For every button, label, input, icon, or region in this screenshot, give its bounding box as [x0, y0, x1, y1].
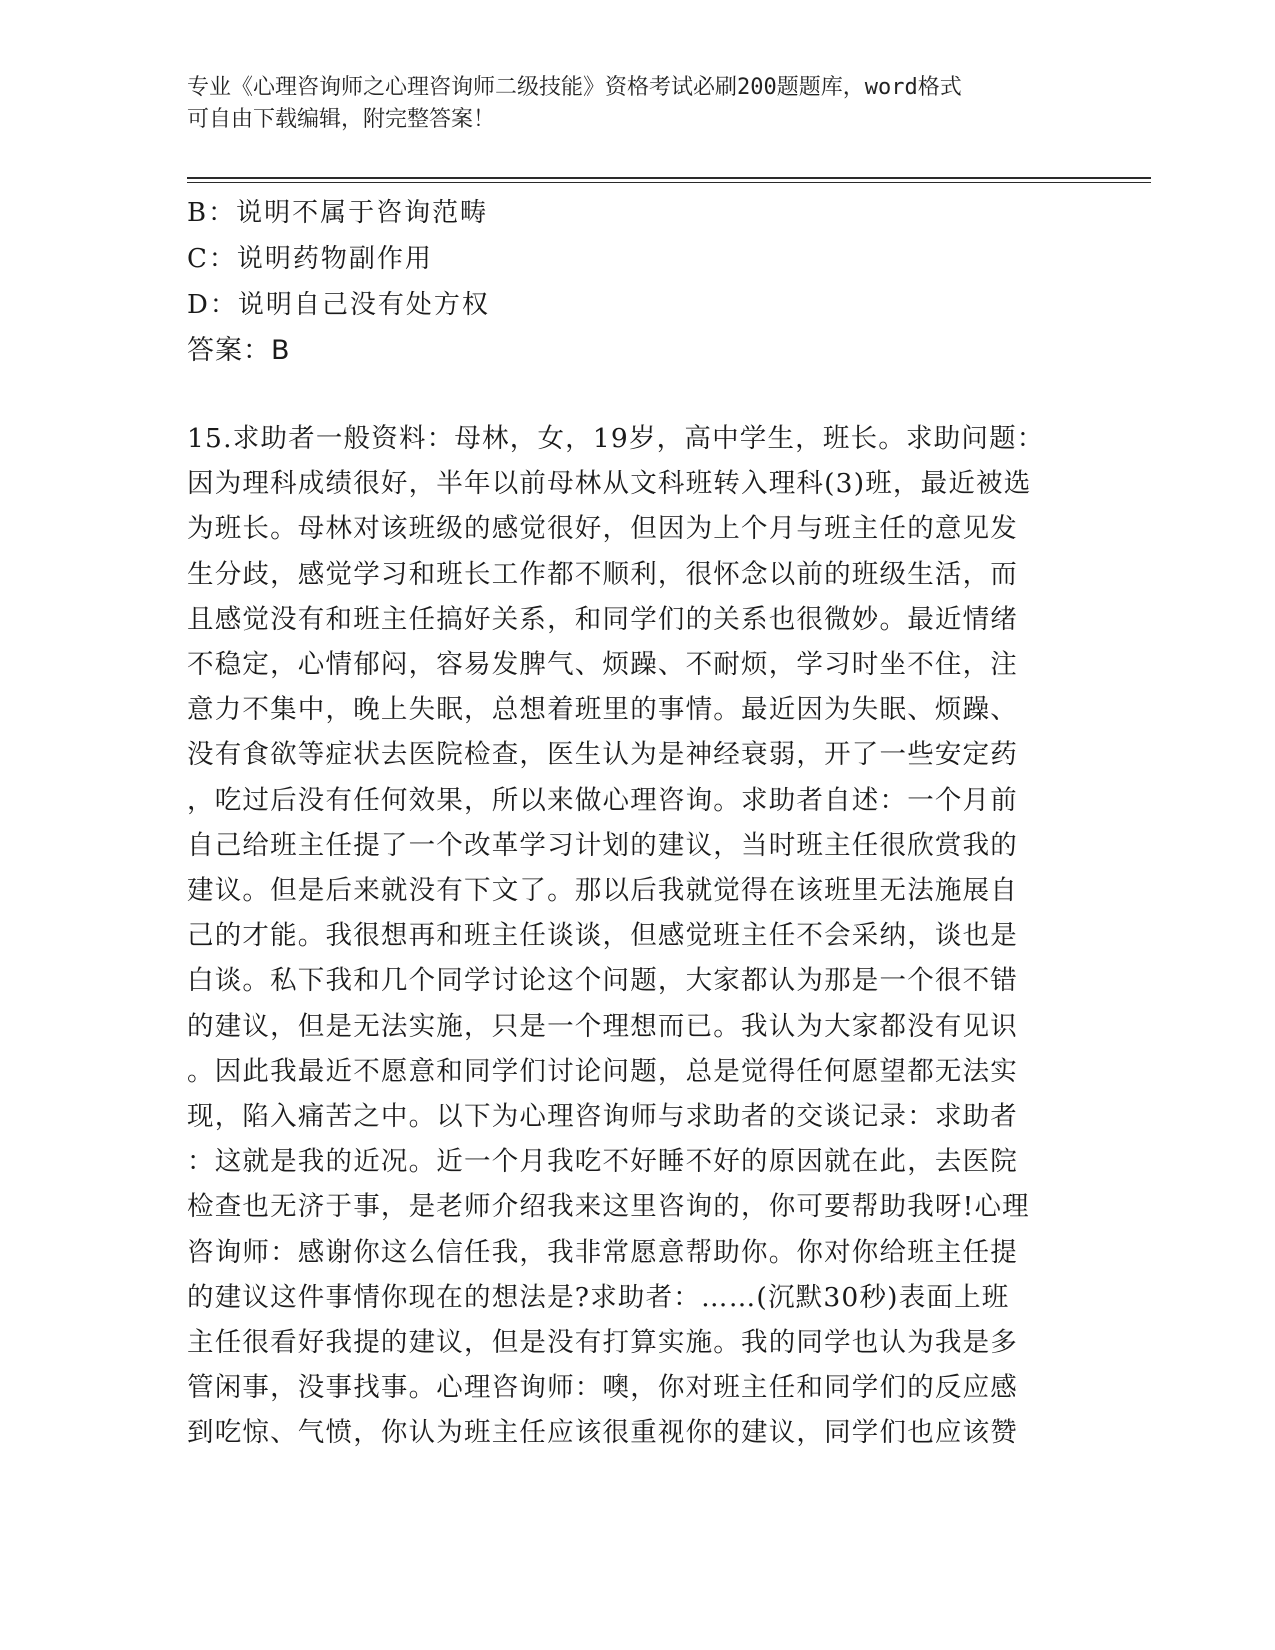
question-line: 主任很看好我提的建议，但是没有打算实施。我的同学也认为我是多 [187, 1327, 1018, 1359]
question-line: 白谈。私下我和几个同学讨论这个问题，大家都认为那是一个很不错 [187, 965, 1018, 997]
page-header [187, 72, 1067, 136]
question-line: 建议。但是后来就没有下文了。那以后我就觉得在该班里无法施展自 [187, 875, 1018, 907]
question-line: 的建议这件事情你现在的想法是?求助者：……(沉默30秒)表面上班 [187, 1281, 1010, 1313]
question-line: 因为理科成绩很好，半年以前母林从文科班转入理科(3)班，最近被选 [187, 468, 1032, 500]
header-divider-thin [187, 182, 1151, 183]
question-15-text [187, 416, 1067, 1456]
answer-key: 答案：B [187, 335, 291, 366]
header-divider-thick [187, 177, 1151, 179]
question-line: 咨询师：感谢你这么信任我，我非常愿意帮助你。你对你给班主任提 [187, 1236, 1018, 1268]
question-line: 管闲事，没事找事。心理咨询师：噢，你对班主任和同学们的反应感 [187, 1372, 1018, 1404]
question-line: 己的才能。我很想再和班主任谈谈，但感觉班主任不会采纳，谈也是 [187, 920, 1018, 952]
question-line: 且感觉没有和班主任搞好关系，和同学们的关系也很微妙。最近情绪 [187, 603, 1018, 635]
question-line: 15.求助者一般资料：母林，女，19岁，高中学生，班长。求助问题： [187, 423, 1045, 454]
question-line: 生分歧，感觉学习和班长工作都不顺利，很怀念以前的班级生活，而 [187, 558, 1018, 590]
question-line: ：这就是我的近况。近一个月我吃不好睡不好的原因就在此，去医院 [187, 1146, 1018, 1178]
question-line: 自己给班主任提了一个改革学习计划的建议，当时班主任很欣赏我的 [187, 829, 1018, 861]
question-line: 。因此我最近不愿意和同学们讨论问题，总是觉得任何愿望都无法实 [187, 1055, 1018, 1087]
option-c: C：说明药物副作用 [187, 244, 433, 274]
question-line: ，吃过后没有任何效果，所以来做心理咨询。求助者自述：一个月前 [187, 784, 1018, 816]
header-title-line-1: 专业《心理咨询师之心理咨询师二级技能》资格考试必刷200题题库，word格式 [187, 75, 962, 100]
header-title-line-2: 可自由下载编辑，附完整答案！ [187, 107, 496, 132]
question-line: 意力不集中，晚上失眠，总想着班里的事情。最近因为失眠、烦躁、 [187, 694, 1018, 726]
question-line: 检查也无济于事，是老师介绍我来这里咨询的，你可要帮助我呀!心理 [187, 1191, 1030, 1223]
option-d: D：说明自己没有处方权 [187, 290, 490, 320]
question-line: 现，陷入痛苦之中。以下为心理咨询师与求助者的交谈记录：求助者 [187, 1101, 1018, 1133]
question-line: 为班长。母林对该班级的感觉很好，但因为上个月与班主任的意见发 [187, 513, 1018, 545]
question-line: 不稳定，心情郁闷，容易发脾气、烦躁、不耐烦，学习时坐不住，注 [187, 649, 1018, 681]
question-line: 到吃惊、气愤，你认为班主任应该很重视你的建议，同学们也应该赞 [187, 1417, 1018, 1449]
answer-options [187, 190, 1067, 374]
question-line: 没有食欲等症状去医院检查，医生认为是神经衰弱，开了一些安定药 [187, 739, 1018, 771]
option-b: B：说明不属于咨询范畴 [187, 198, 489, 228]
question-line: 的建议，但是无法实施，只是一个理想而已。我认为大家都没有见识 [187, 1010, 1018, 1042]
